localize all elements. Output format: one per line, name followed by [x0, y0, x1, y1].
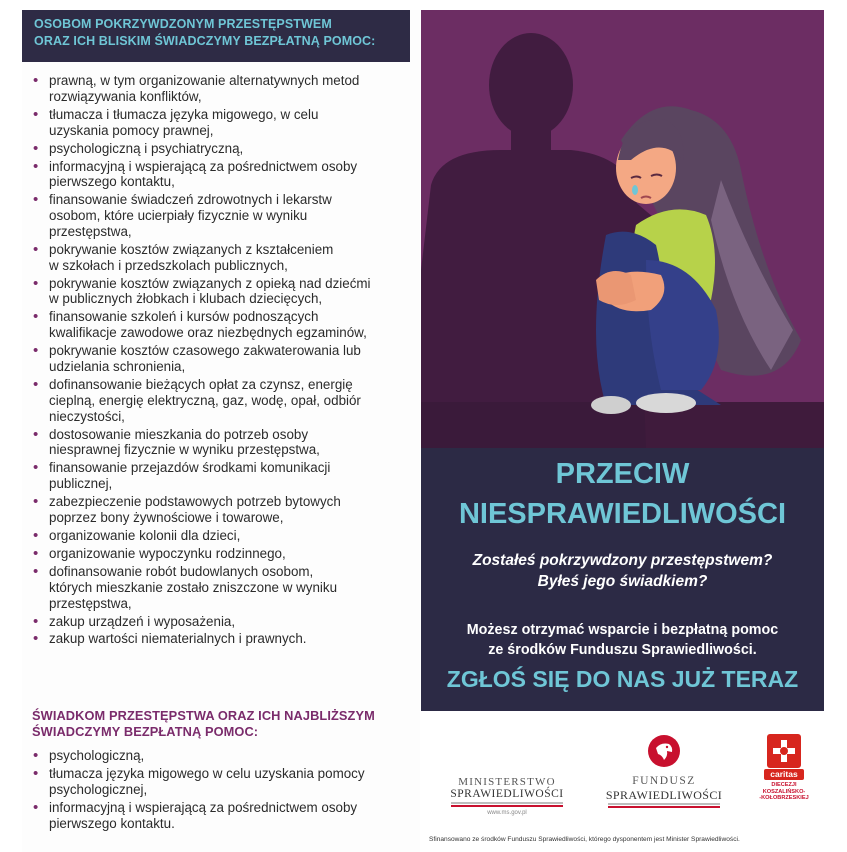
list-item	[32, 276, 412, 308]
list-item	[32, 427, 412, 459]
list-item-line: pierwszego kontaktu,	[49, 174, 175, 190]
list-item-line: publicznej,	[49, 476, 113, 492]
headline-title-line1: PRZECIW	[555, 458, 690, 490]
list-item	[32, 377, 412, 424]
list-item-line: • finansowanie świadczeń zdrowotnych i lekarstw	[49, 192, 332, 208]
list-item	[32, 748, 412, 764]
list-item-line: cieplną, energię elektryczną, gaz, wodę, opał, odbiór	[49, 392, 361, 408]
list-item-line: • psychologiczną,	[49, 748, 145, 763]
list-item-line: • informacyjną i wspierającą za pośrednictwem osoby	[49, 158, 358, 174]
logos-strip	[421, 712, 824, 852]
victims-help-header	[22, 10, 410, 62]
caritas-logo	[754, 734, 814, 802]
ministry-url: www.ms.gov.pl	[487, 810, 527, 816]
list-item-line: • pokrywanie kosztów związanych z kształceniem	[49, 241, 334, 257]
list-item	[32, 460, 412, 492]
list-item	[32, 546, 412, 562]
list-item-line: przestępstwa,	[49, 595, 132, 611]
list-item	[32, 309, 412, 341]
list-item-line: • pokrywanie kosztów związanych z opieką nad dziećmi	[49, 275, 371, 291]
caritas-name: caritas	[764, 769, 804, 780]
list-item-line: • tłumacza i tłumacza języka migowego, w celu	[49, 106, 319, 122]
ministry-name-line1: MINISTERSTWO	[458, 776, 556, 788]
list-item-line: • zabezpieczenie podstawowych potrzeb bytowych	[49, 494, 341, 510]
list-item	[32, 564, 412, 611]
list-item-line: • prawną, w tym organizowanie alternatywnych metod	[49, 73, 360, 88]
list-item	[32, 766, 412, 798]
list-item-line: poprzez bony żywnościowe i towarowe,	[49, 509, 284, 525]
list-item-line: • finansowanie szkoleń i kursów podnoszących	[49, 309, 319, 325]
victims-header-line1: OSOBOM POKRZYWDZONYM PRZESTĘPSTWEM	[34, 17, 332, 31]
fund-flag-white	[608, 803, 720, 805]
fund-name-line1: FUNDUSZ	[632, 775, 696, 787]
list-item-line: • psychologiczną i psychiatryczną,	[49, 140, 244, 156]
list-item	[32, 141, 412, 157]
caritas-diocese	[754, 782, 814, 802]
witnesses-help-header	[32, 708, 417, 740]
list-item-line: uzyskania pomocy prawnej,	[49, 122, 214, 138]
ministry-logo	[441, 770, 573, 816]
caritas-diocese-line2: KOSZALIŃSKO-	[762, 788, 806, 795]
victims-help-list	[32, 73, 412, 649]
caritas-diocese-line1: DIECEZJI	[771, 782, 797, 788]
witnesses-header-line2: ŚWIADCZYMY BEZPŁATNĄ POMOC:	[32, 724, 259, 739]
list-item-line: • organizowanie wypoczynku rodzinnego,	[49, 545, 286, 561]
list-item	[32, 242, 412, 274]
headline-info-line2: ze środków Funduszu Sprawiedliwości.	[488, 642, 757, 658]
list-item	[32, 614, 412, 630]
list-item	[32, 107, 412, 139]
headline-question-1: Zostałeś pokrzywdzony przestępstwem?	[472, 552, 773, 569]
list-item	[32, 800, 412, 832]
illustration-crying-girl	[421, 10, 824, 448]
list-item	[32, 73, 412, 105]
list-item-line: niesprawnej fizycznie w wyniku przestępstwa,	[49, 442, 320, 458]
ministry-flag-white	[451, 802, 563, 804]
list-item-line: psychologicznej,	[49, 781, 148, 797]
victims-header-line2: ORAZ ICH BLISKIM ŚWIADCZYMY BEZPŁATNĄ POMOC:	[34, 34, 376, 48]
list-item-line: kwalifikacje zawodowe oraz niezbędnych egzaminów,	[49, 325, 367, 341]
headline-info-line1: Możesz otrzymać wsparcie i bezpłatną pomoc	[466, 622, 779, 638]
fund-name-line2: SPRAWIEDLIWOŚCI	[605, 788, 723, 802]
fund-logo	[599, 734, 729, 809]
list-item-line: • finansowanie przejazdów środkami komunikacji	[49, 460, 331, 476]
list-item-line: • pokrywanie kosztów czasowego zakwaterowania lub	[49, 343, 361, 359]
list-item	[32, 631, 412, 647]
ministry-name-line2: SPRAWIEDLIWOŚCI	[450, 788, 564, 800]
fund-flag-red	[608, 806, 720, 808]
witnesses-header-line1: ŚWIADKOM PRZESTĘPSTWA ORAZ ICH NAJBLIŻSZYM	[32, 708, 375, 723]
funding-note: Sfinansowano ze środków Funduszu Sprawiedliwości, którego dysponentem jest Minister Sprawiedliwości.	[429, 836, 740, 843]
list-item-line: • informacyjną i wspierającą za pośrednictwem osoby	[49, 799, 358, 815]
list-item	[32, 192, 412, 239]
list-item-line: • dostosowanie mieszkania do potrzeb osoby	[49, 426, 309, 442]
headline-title-line2: NIESPRAWIEDLIWOŚCI	[458, 498, 787, 530]
list-item-line: • dofinansowanie bieżących opłat za czynsz, energię	[49, 377, 353, 393]
call-to-action: ZGŁOŚ SIĘ DO NAS JUŻ TERAZ	[446, 666, 799, 692]
list-item-line: rozwiązywania konfliktów,	[49, 88, 202, 104]
list-item	[32, 528, 412, 544]
list-item-line: których mieszkanie zostało zniszczone w wyniku	[49, 579, 338, 595]
left-column	[22, 10, 420, 852]
list-item-line: udzielania schronienia,	[49, 359, 186, 375]
list-item-line: przestępstwa,	[49, 223, 132, 239]
list-item-line: osobom, które ucierpiały fizycznie w wyniku	[49, 208, 308, 224]
list-item-line: • organizowanie kolonii dla dzieci,	[49, 527, 241, 543]
ministry-flag-red	[451, 805, 563, 807]
list-item-line: • tłumacza języka migowego w celu uzyskania pomocy	[49, 765, 365, 781]
list-item-line: • dofinansowanie robót budowlanych osobom,	[49, 563, 314, 579]
caritas-cross-logo-icon	[767, 734, 801, 768]
list-item	[32, 343, 412, 375]
list-item-line: • zakup wartości niematerialnych i prawnych.	[49, 631, 307, 647]
list-item-line: w szkołach i przedszkolach publicznych,	[49, 257, 288, 273]
list-item-line: • zakup urządzeń i wyposażenia,	[49, 613, 236, 629]
illustration-svg	[421, 10, 824, 448]
fund-eagle-logo-icon	[647, 734, 681, 768]
list-item	[32, 494, 412, 526]
list-item-line: nieczystości,	[49, 408, 125, 424]
witnesses-help-list	[32, 748, 412, 834]
caritas-diocese-line3: -KOŁOBRZESKIEJ	[759, 795, 809, 802]
headline-question-2: Byłeś jego świadkiem?	[537, 573, 708, 590]
list-item-line: w publicznych żłobkach i klubach dziecięcych,	[49, 291, 323, 307]
list-item-line: pierwszego kontaktu.	[49, 815, 175, 831]
right-column	[421, 10, 824, 852]
list-item	[32, 159, 412, 191]
